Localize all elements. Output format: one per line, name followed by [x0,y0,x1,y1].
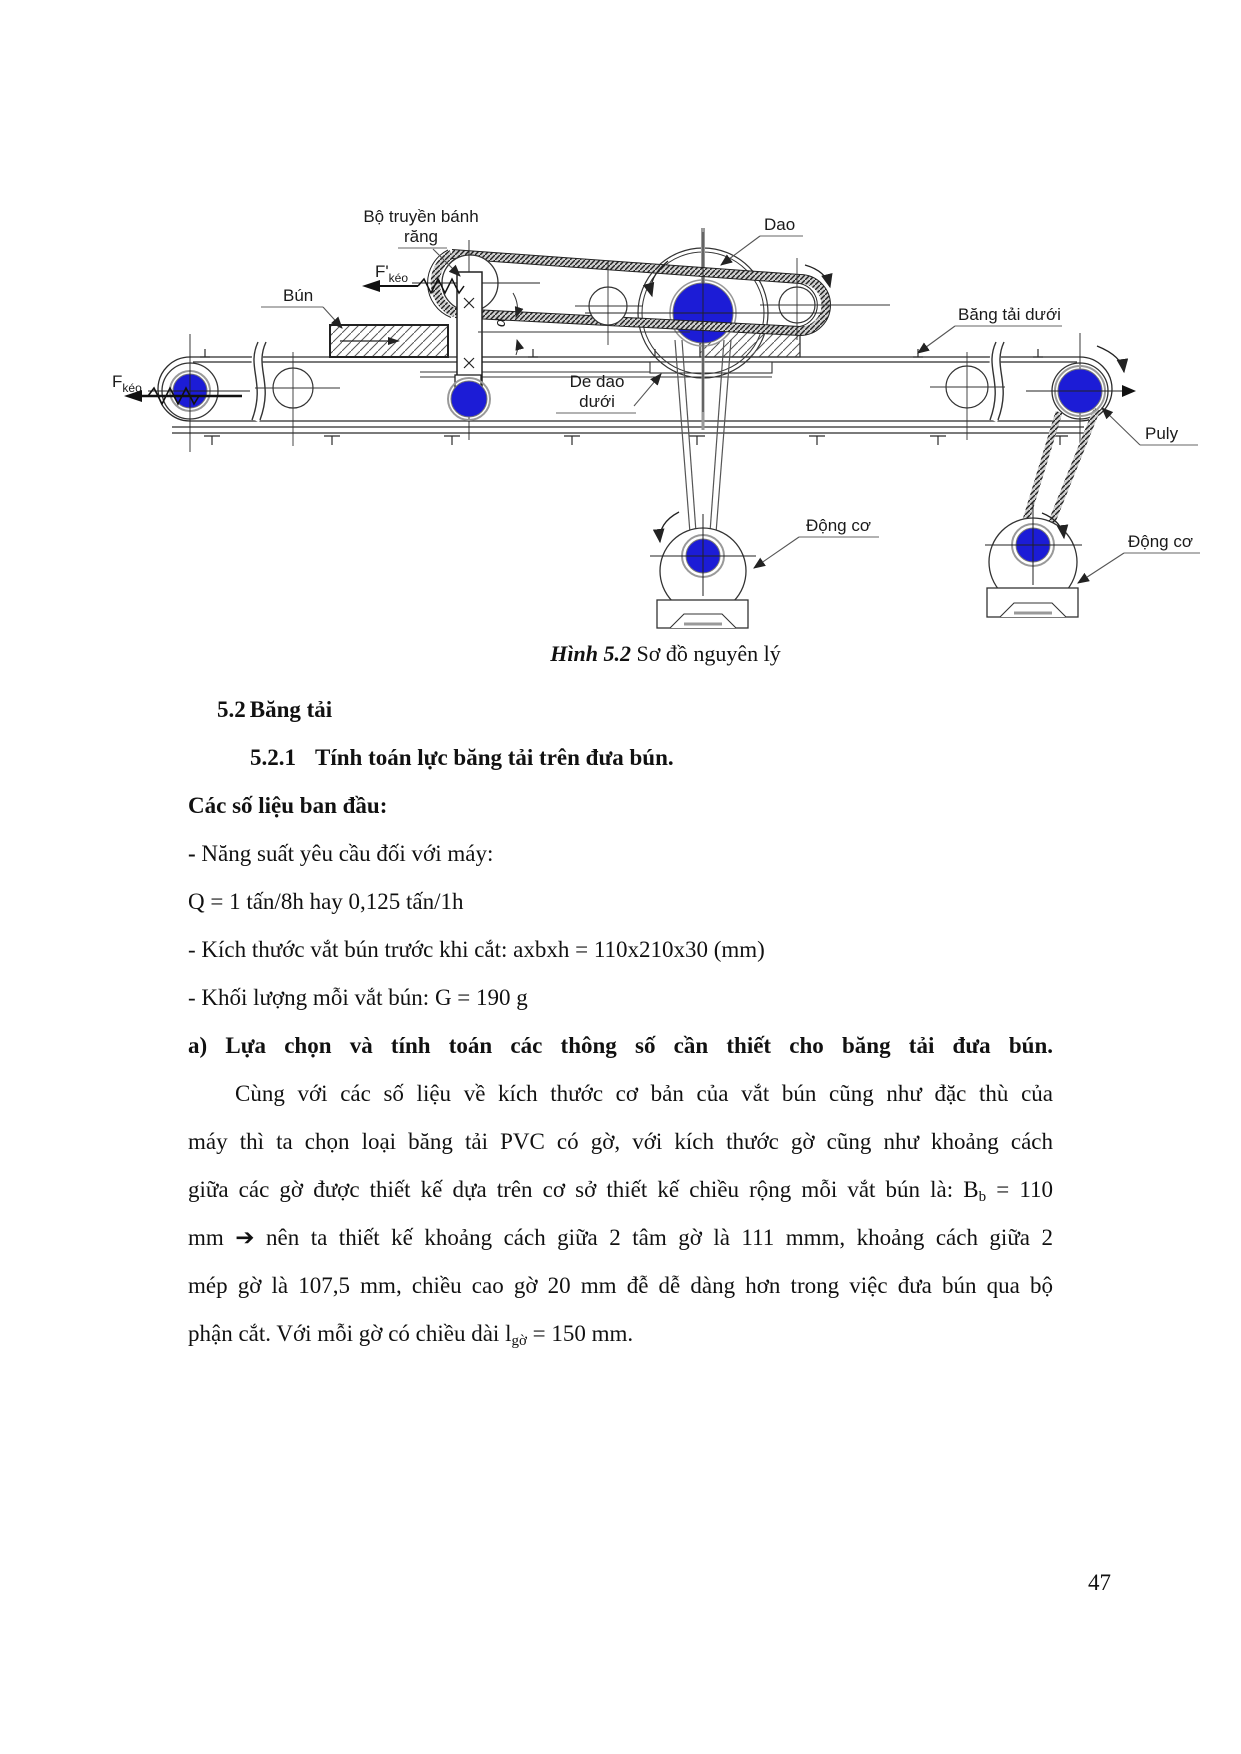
figure-caption-number: Hình 5.2 [550,641,631,666]
rotation-arrow-puly-icon [1097,346,1124,372]
svg-text:Dao: Dao [764,215,796,234]
subscript-b: b [978,1189,987,1205]
paragraph-line-2: máy thì ta chọn loại băng tải PVC có gờ, với kích thước gờ cũng như khoảng cách [188,1129,1053,1154]
paragraph-line-1: Cùng với các số liệu về kích thước cơ bản của vắt bún cũng như đặc thù của [235,1081,1053,1106]
svg-text:De dao: De dao [569,372,625,391]
svg-text:Động cơ: Động cơ [1128,532,1194,551]
belt-cleats [200,349,1043,357]
svg-text:Bún: Bún [283,286,314,305]
svg-text:dưới: dưới [579,392,615,411]
motor-right [985,502,1082,617]
left-pulley [124,334,250,452]
roller-left [255,352,340,446]
belt-direction-arrow-icon [1122,385,1136,397]
heading-a: a) Lựa chọn và tính toán các thông số cần thiết cho băng tải đưa bún. [188,1033,1053,1058]
figure-schematic [0,0,1241,640]
heading-5-2-number: 5.2 [217,697,246,722]
figure-caption-text: Sơ đồ nguyên lý [630,641,781,666]
paragraph-line-5: mép gờ là 107,5 mm, chiều cao gờ 20 mm đễ dễ dàng hơn trong việc đưa bún qua bộ [188,1273,1053,1298]
label-bun [261,286,342,328]
label-de-dao-duoi [556,372,661,413]
alpha-label: α [492,318,509,327]
heading-5-2-1 [188,734,1053,782]
svg-text:Băng tải dưới: Băng tải dưới [958,305,1061,324]
data-item-2: Q = 1 tấn/8h hay 0,125 tấn/1h [188,889,464,914]
heading-5-2-title: Băng tải [249,697,333,722]
motor-left [650,514,756,628]
label-bang-tai-duoi [918,305,1062,353]
label-puly [1102,408,1198,445]
heading-5-2-1-title: Tính toán lực băng tải trên đưa bún. [315,745,674,770]
frame-feet [204,436,1068,445]
svg-text:F'kéo: $F'_{kéo}$ [375,262,408,285]
svg-text:Động cơ: Động cơ [806,516,872,535]
data-item-1: - Năng suất yêu cầu đối với máy: [188,841,494,866]
label-f-keo [112,372,142,395]
heading-5-2 [188,686,1053,734]
idler-rollers [255,352,1005,446]
bun-block [330,325,448,357]
svg-text:răng: răng [403,227,439,246]
belt-drive-pulley [451,381,487,417]
paragraph-line-4: mm ➔ nên ta thiết kế khoảng cách giữa 2 tâm gờ là 111 mmm, khoảng cách giữa 2 [188,1225,1053,1250]
heading-5-2-1-number: 5.2.1 [250,745,296,770]
svg-text:Bộ truyền bánh: Bộ truyền bánh [363,207,479,226]
subscript-go: gờ [511,1333,527,1349]
svg-text:Puly: Puly [1145,424,1179,443]
data-item-4: - Khối lượng mỗi vắt bún: G = 190 g [188,985,528,1010]
svg-text:Fkéo: $F_{kéo}$ [112,372,142,395]
f-keo-prime-arrowhead-icon [362,280,380,292]
body-text [188,686,1053,1358]
data-item-3: - Kích thước vắt bún trước khi cắt: axbxh = 110x210x30 (mm) [188,937,765,962]
label-dong-co-right [1078,532,1200,583]
label-dong-co-left [754,516,879,568]
paragraph-line-6: phận cắt. Với mỗi gờ có chiều dài $l_{gờ} = 150$ mm. [188,1321,634,1349]
item-dash: - [188,841,196,866]
page-number: 47 [1088,1570,1111,1595]
data-heading: Các số liệu ban đầu: [188,793,388,818]
label-dao [721,215,803,265]
figure-caption [45,641,1241,667]
paragraph-line-3: giữa các gờ được thiết kế dựa trên cơ sở thiết kế chiều rộng mỗi vắt bún là: $B_b = 110$ [188,1177,1053,1205]
